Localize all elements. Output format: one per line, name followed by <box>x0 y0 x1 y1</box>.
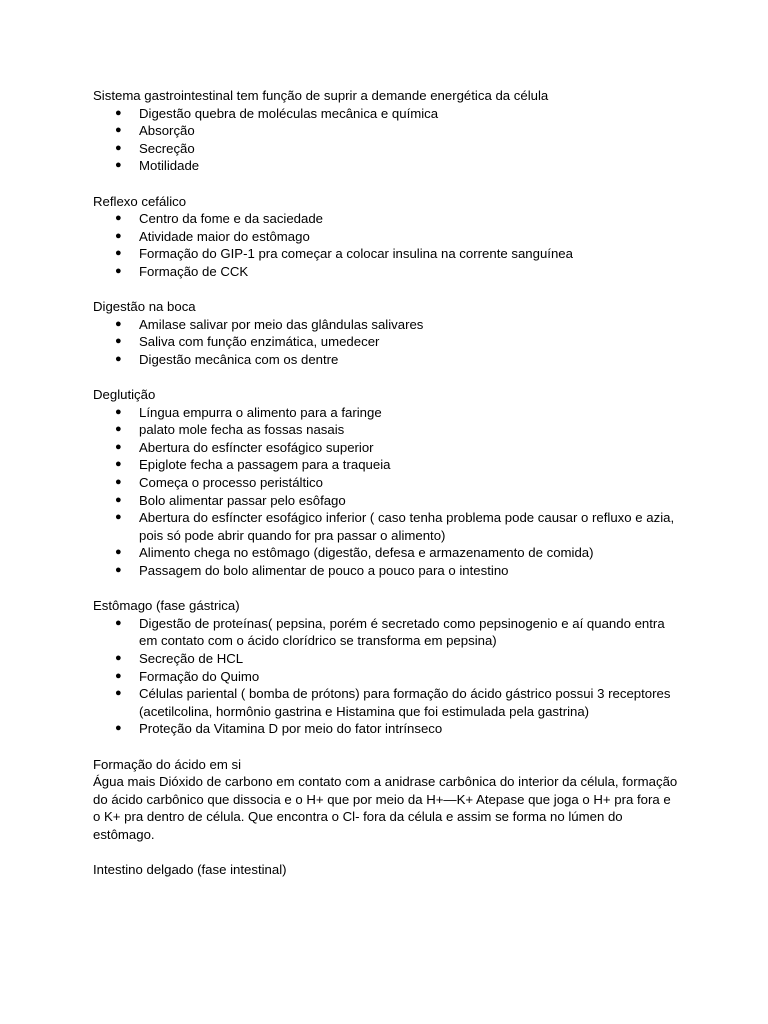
list-item <box>93 615 678 650</box>
bullet-icon: ● <box>115 511 122 524</box>
paragraph: Água mais Dióxido de carbono em contato com a anidrase carbônica do interior da célula, formação do ácido carbônico que dissocia e o H+ que por meio da H+—K+ Atepase que joga o H+ pra fora e o K+ pra dentro de célula. Que encontra o Cl- fora da célula e assim se forma no lúmen do estômago. <box>93 774 678 842</box>
list-item <box>93 210 678 228</box>
list-item-text: Amilase salivar por meio das glândulas salivares <box>139 316 424 332</box>
section-digestao-na-boca <box>93 298 678 368</box>
list-item-text: Centro da fome e da saciedade <box>139 211 324 227</box>
bullet-icon: ● <box>115 229 122 242</box>
list-item-text: Proteção da Vitamina D por meio do fator intrínseco <box>139 721 443 737</box>
list-item <box>93 544 678 562</box>
document-content <box>93 87 678 896</box>
list-item-text: Língua empurra o alimento para a faringe <box>139 404 382 420</box>
bullet-icon: ● <box>115 476 122 489</box>
list-item-text: Secreção de HCL <box>139 651 244 666</box>
list-item <box>93 105 678 123</box>
bullet-list <box>93 316 678 369</box>
section-formacao-acido <box>93 756 678 844</box>
bullet-icon: ● <box>115 159 122 172</box>
section-heading: Digestão na boca <box>93 299 196 315</box>
list-item <box>93 685 678 720</box>
list-item <box>93 492 678 510</box>
bullet-list <box>93 404 678 580</box>
list-item <box>93 245 678 263</box>
bullet-icon: ● <box>115 335 122 348</box>
bullet-icon: ● <box>115 264 122 277</box>
list-item <box>93 456 678 474</box>
bullet-icon: ● <box>115 493 122 506</box>
bullet-icon: ● <box>115 124 122 137</box>
section-estomago <box>93 597 678 738</box>
bullet-icon: ● <box>115 652 122 664</box>
list-item-text: Abertura do esfíncter esofágico inferior ( caso tenha problema pode causar o refluxo e azia, pois só pode abrir quando for pra passar o alimento) <box>139 510 675 543</box>
list-item-text: Formação do GIP-1 pra começar a colocar insulina na corrente sanguínea <box>139 246 573 262</box>
list-item <box>93 439 678 457</box>
bullet-icon: ● <box>115 722 122 735</box>
list-item <box>93 333 678 351</box>
list-item-text: Atividade maior do estômago <box>139 228 310 244</box>
list-item-text: Epiglote fecha a passagem para a traqueia <box>139 457 391 473</box>
section-sistema-gastrointestinal <box>93 87 678 175</box>
bullet-icon: ● <box>115 440 122 453</box>
bullet-icon: ● <box>115 458 122 471</box>
list-item <box>93 650 678 668</box>
bullet-icon: ● <box>115 405 122 418</box>
bullet-icon: ● <box>115 106 122 119</box>
section-reflexo-cefalico <box>93 193 678 281</box>
bullet-icon: ● <box>115 564 122 577</box>
list-item <box>93 122 678 140</box>
section-heading: Formação do ácido em si <box>93 756 242 772</box>
list-item-text: Alimento chega no estômago (digestão, defesa e armazenamento de comida) <box>139 545 594 561</box>
list-item-text: Passagem do bolo alimentar de pouco a pouco para o intestino <box>139 563 509 579</box>
list-item-text: Absorção <box>139 123 195 139</box>
section-heading: Intestino delgado (fase intestinal) <box>93 862 287 878</box>
list-item-text: Secreção <box>139 140 195 156</box>
section-degluticao <box>93 386 678 580</box>
bullet-list <box>93 210 678 280</box>
section-heading: Reflexo cefálico <box>93 193 187 209</box>
list-item-text: Bolo alimentar passar pelo esôfago <box>139 492 346 508</box>
list-item <box>93 668 678 686</box>
list-item <box>93 140 678 158</box>
bullet-icon: ● <box>115 247 122 260</box>
list-item-text: Abertura do esfíncter esofágico superior <box>139 439 374 455</box>
list-item-text: Células pariental ( bomba de prótons) para formação do ácido gástrico possui 3 receptores (acetilcolina, hormônio gastrina e Histamina que foi estimulada pela gastrina) <box>139 686 671 719</box>
list-item-text: Saliva com função enzimática, umedecer <box>139 334 380 350</box>
bullet-icon: ● <box>115 317 122 330</box>
bullet-icon: ● <box>115 141 122 154</box>
bullet-icon: ● <box>115 212 122 225</box>
list-item-text: Digestão de proteínas( pepsina, porém é secretado como pepsinogenio e aí quando entra em contato com o ácido clorídrico se transforma em pepsina) <box>139 615 665 649</box>
list-item-text: Digestão mecânica com os dentre <box>139 351 339 367</box>
list-item <box>93 562 678 580</box>
list-item <box>93 509 678 544</box>
bullet-list <box>93 615 678 738</box>
section-heading: Estômago (fase gástrica) <box>93 598 240 614</box>
list-item <box>93 157 678 175</box>
bullet-icon: ● <box>115 546 122 559</box>
list-item <box>93 720 678 738</box>
list-item <box>93 316 678 334</box>
list-item-text: Motilidade <box>139 158 200 174</box>
list-item-text: Começa o processo peristáltico <box>139 475 323 491</box>
bullet-icon: ● <box>115 616 122 629</box>
list-item-text: palato mole fecha as fossas nasais <box>139 422 345 438</box>
bullet-icon: ● <box>115 669 122 682</box>
bullet-icon: ● <box>115 687 122 700</box>
list-item <box>93 228 678 246</box>
bullet-icon: ● <box>115 423 122 436</box>
list-item <box>93 421 678 439</box>
list-item <box>93 474 678 492</box>
section-intestino-delgado <box>93 861 678 879</box>
list-item-text: Digestão quebra de moléculas mecânica e química <box>139 105 439 121</box>
list-item <box>93 263 678 281</box>
list-item-text: Formação do Quimo <box>139 668 260 684</box>
list-item <box>93 351 678 369</box>
list-item-text: Formação de CCK <box>139 263 249 279</box>
section-heading: Sistema gastrointestinal tem função de suprir a demande energética da célula <box>93 88 549 103</box>
list-item <box>93 404 678 422</box>
section-heading: Deglutição <box>93 387 156 403</box>
bullet-list <box>93 105 678 175</box>
bullet-icon: ● <box>115 352 122 365</box>
